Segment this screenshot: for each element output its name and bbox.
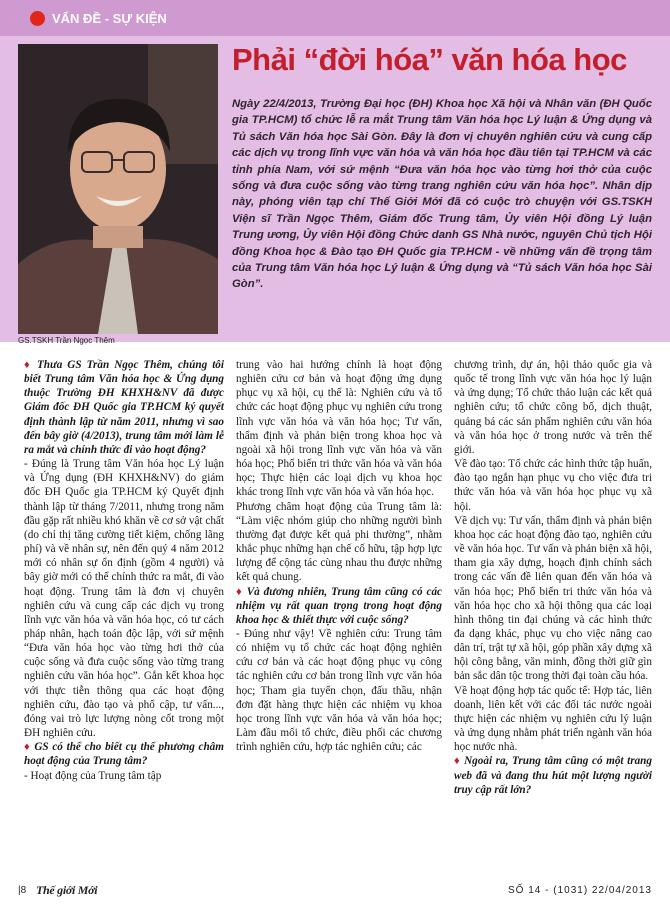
diamond-icon: ♦ [236,585,247,598]
page-footer [18,883,652,901]
diamond-icon: ♦ [24,359,37,371]
diamond-icon: ♦ [454,755,465,768]
services-paragraph: Về dịch vụ: Tư vấn, thẩm định và phản biện khoa học các hoạt động đào tạo, nghiên cứu về văn hóa học. Tư vấn và phản biện xã hội, tham gia xây dựng, hoạch định chính sách trong các vấn đề liên quan đến văn hóa và văn hóa học; Phổ biến tri thức văn hóa và văn hóa học cho xã hội thông qua các loại hình thông tin đại chúng và các hình thức đa dạng khác, phục vụ cho việc nâng cao dân trí, trật tự xã hội, góp phần xây dựng xã hội công bằng, văn minh, đồng thời giữ gìn bản sắc dân tộc trong thời đại toàn cầu hóa. [454,514,652,683]
answer-3: - Đúng như vậy! Về nghiên cứu: Trung tâm có nhiệm vụ tổ chức các hoạt động nghiên cứu cơ bản và các hoạt động phục vụ công tác nghiên cứu cơ bản trong lĩnh vực văn hóa học; Tham gia tuyển chọn, đấu thầu, nhận đơn đặt hàng thực hiện các nhiệm vụ khoa học trong lĩnh vực văn hóa và văn hóa học; Làm đầu mối tổ chức, điều phối các chương trình nghiên cứu, hợp tác nghiên cứu; các [236,627,442,754]
article-column-2 [236,358,442,873]
section-tag [30,0,230,36]
answer-3-cont: chương trình, dự án, hội thảo quốc gia và quốc tế trong lĩnh vực văn hóa học lý luận và ứng dụng; Tổ chức thảo luận các kết quả nghiên cứu; tổ chức công bố, dịch thuật, quảng bá các sản phẩm nghiên cứu văn hóa và văn hóa học ở trong nước và trên thế giới. [454,359,652,456]
question-2: ♦ GS có thể cho biết cụ thể phương châm hoạt động của Trung tâm? [24,741,224,768]
answer-1: - Đúng là Trung tâm Văn hóa học Lý luận và Ứng dụng (ĐH KHXH&NV) do giám đốc ĐH Quốc gia TP.HCM ký Quyết định thành lập từ tháng 7/2011, nhưng trong năm đầu gặp rất nhiều khó khăn về cơ sở vật chất (do chỉ thị tăng cường tiết kiệm, chống lãng phí) và về nhân sự, nên đến quý 4 năm 2012 mới có nhân sự ổn định (gồm 4 người) và bây giờ mới có thể chính thức ra mắt, đi vào hoạt động. Trung tâm là đơn vị chuyên nghiên cứu và cung cấp các dịch vụ trong lĩnh vực văn hóa và văn hóa học, có tư cách pháp nhân, hạch toán độc lập, với sứ mệnh “Đưa văn hóa học vào từng hơi thở của cuộc sống và đưa cuộc sống vào từng trang nghiên cứu văn hóa học”. Gắn kết khoa học với thực tiễn thông qua các hoạt động nghiên cứu, đào tạo và phổ cập, tư vấn..., đóng vai trò lực lượng nòng cốt trong một ĐH nghiên cứu. [24,458,224,740]
answer-2-start: - Hoạt động của Trung tâm tập [24,769,162,782]
answer-2-cont: trung vào hai hướng chính là hoạt động nghiên cứu cơ bản và hoạt động ứng dụng phục vụ xã hội, cụ thể là: Nghiên cứu và tổ chức các hoạt động phục vụ nghiên cứu trong lĩnh vực văn hóa và văn hóa học; Tư vấn, thẩm định và phản biện trong khoa học và ngoài xã hội trong lĩnh vực văn hóa và văn hóa học; Phổ biến tri thức văn hóa và văn hóa học; Thực hiện các loại dịch vụ khoa học khác trong lĩnh vực văn hóa và văn hóa học. [236,359,442,499]
red-bullet-icon [30,11,45,26]
photo-caption: GS.TSKH Trần Ngọc Thêm [18,336,115,345]
section-label: VẤN ĐỀ - SỰ KIỆN [52,10,167,26]
page-number: |8 [18,885,27,896]
diamond-icon: ♦ [24,741,35,754]
portrait-illustration [18,44,218,334]
cooperation-paragraph: Về hoạt động hợp tác quốc tế: Hợp tác, liên doanh, liên kết với các đối tác nước ngoài thực hiện các nhiệm vụ nghiên cứu lý luận và ứng dụng nhằm phát triển ngành văn hóa học nước nhà. [454,684,652,754]
article-column-3 [454,358,652,873]
article-column-1 [24,358,224,873]
magazine-logo: Thế giới Mới [36,883,98,897]
lede-paragraph: Ngày 22/4/2013, Trường Đại học (ĐH) Khoa học Xã hội và Nhân văn (ĐH Quốc gia TP.HCM) tổ chức lễ ra mắt Trung tâm Văn hóa học Lý luận & Ứng dụng và Tủ sách Văn hóa học Sài Gòn. Đây là đơn vị chuyên nghiên cứu và cung cấp các dịch vụ trong lĩnh vực văn hóa và văn hóa học đầu tiên tại TP.HCM và các tỉnh phía Nam, với sứ mệnh “Đưa văn hóa học vào từng hơi thở của cuộc sống và đưa cuộc sống vào từng trang nghiên cứu văn hóa học”. Nhân dịp này, phóng viên tạp chí Thế Giới Mới đã có cuộc trò chuyện với GS.TSKH Viện sĩ Trần Ngọc Thêm, Giám đốc Trung tâm, Ủy viên Hội đồng Lý luận Trung ương, Ủy viên Hội đồng Chức danh GS Nhà nước, nguyên Chủ tịch Hội đồng Khoa học & Đào tạo ĐH Quốc gia TP.HCM - về những vấn đề trọng tâm của Trung tâm Văn hóa học Lý luận & Ứng dụng và “Tủ sách Văn hóa học Sài Gòn”. [232,98,652,291]
question-1: ♦ Thưa GS Trần Ngọc Thêm, chúng tôi biết Trung tâm Văn hóa học & Ứng dụng thuộc Trường ĐH KHXH&NV đã được Giám đốc ĐH Quốc gia TP.HCM ký quyết định thành lập từ năm 2011, nhưng vì sao đến bây giờ (4/2013), trung tâm mới làm lễ ra mắt và chính thức đi vào hoạt động? [24,359,224,456]
question-4: ♦ Ngoài ra, Trung tâm cũng có một trang web đã và đang thu hút một lượng người truy cập rất lớn? [454,755,652,796]
headline: Phải “đời hóa” văn hóa học [232,42,627,77]
portrait-photo [18,44,218,334]
training-paragraph: Về đào tạo: Tổ chức các hình thức tập huấn, đào tạo ngắn hạn phục vụ cho việc đưa tri thức văn hóa và văn hóa học phục vụ xã hội. [454,458,652,513]
issue-info: SỐ 14 - (1031) 22/04/2013 [508,885,652,896]
question-3: ♦ Và đương nhiên, Trung tâm cũng có các nhiệm vụ rất quan trọng trong hoạt động khoa học & thiết thực với cuộc sống? [236,585,442,626]
motto-paragraph: Phương châm hoạt động của Trung tâm là: “Làm việc nhóm giúp cho những người bình thường đạt được kết quả phi thường”, nhằm khắc phục những hạn chế cố hữu, tập hợp lực lượng để cộng tác cùng nhau thu được những kết quả chung. [236,500,442,584]
